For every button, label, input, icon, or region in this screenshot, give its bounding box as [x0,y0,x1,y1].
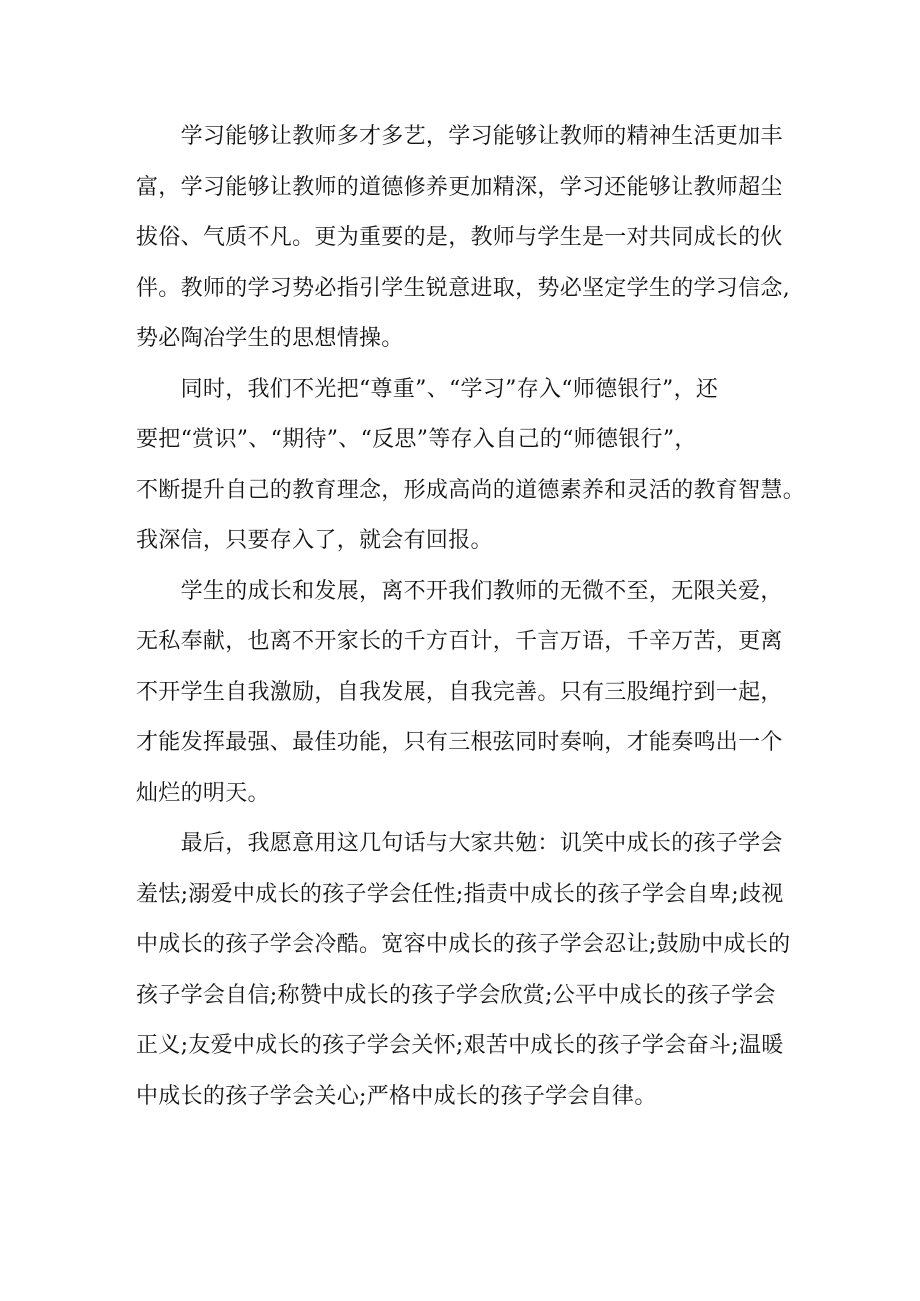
text-line: 学生的成长和发展，离不开我们教师的无微不至，无限关爱， [136,578,783,604]
paragraph-3 [136,575,783,828]
text-line: 中成长的孩子学会关心;严格中成长的孩子学会自律。 [136,1083,657,1109]
text-line: 正义;友爱中成长的孩子学会关怀;艰苦中成长的孩子学会奋斗;温暖 [136,1033,784,1058]
text-line: 同时，我们不光把“尊重”、“学习”存入“师德银行”，还 [136,376,719,402]
text-line: 要把“赏识”、“期待”、“反思”等存入自己的“师德银行”， [136,427,697,452]
text-line: 伴。教师的学习势必指引学生锐意进取，势必坚定学生的学习信念, [136,275,790,301]
text-line: 无私奉献，也离不开家长的千方百计，千言万语，千辛万苦，更离 [136,629,783,654]
text-line: 势必陶冶学生的思想情操。 [136,326,404,351]
document-body [136,120,806,1130]
text-line: 羞怯;溺爱中成长的孩子学会任性;指责中成长的孩子学会自卑;歧视 [136,881,784,907]
text-line: 我深信，只要存入了，就会有回报。 [136,528,493,553]
text-line: 中成长的孩子学会冷酷。宽容中成长的孩子学会忍让;鼓励中成长的 [136,932,791,957]
text-line: 学习能够让教师多才多艺，学习能够让教师的精神生活更加丰 [136,124,783,149]
text-line: 才能发挥最强、最佳功能，只有三根弦同时奏响，才能奏鸣出一个 [136,730,783,755]
text-line: 不断提升自己的教育理念，形成高尚的道德素养和灵活的教育智慧。 [136,477,806,503]
text-line: 拔俗、气质不凡。更为重要的是，教师与学生是一对共同成长的伙 [136,225,783,250]
paragraph-4 [136,827,791,1130]
paragraph-2 [136,373,806,575]
paragraph-1 [136,120,790,373]
text-line: 不开学生自我激励，自我发展，自我完善。只有三股绳拧到一起， [136,679,783,705]
text-line: 最后，我愿意用这几句话与大家共勉：讥笑中成长的孩子学会 [136,831,783,856]
text-line: 灿烂的明天。 [136,780,270,806]
text-line: 孩子学会自信;称赞中成长的孩子学会欣赏;公平中成长的孩子学会 [136,982,776,1008]
text-line: 富，学习能够让教师的道德修养更加精深，学习还能够让教师超尘 [136,174,783,200]
